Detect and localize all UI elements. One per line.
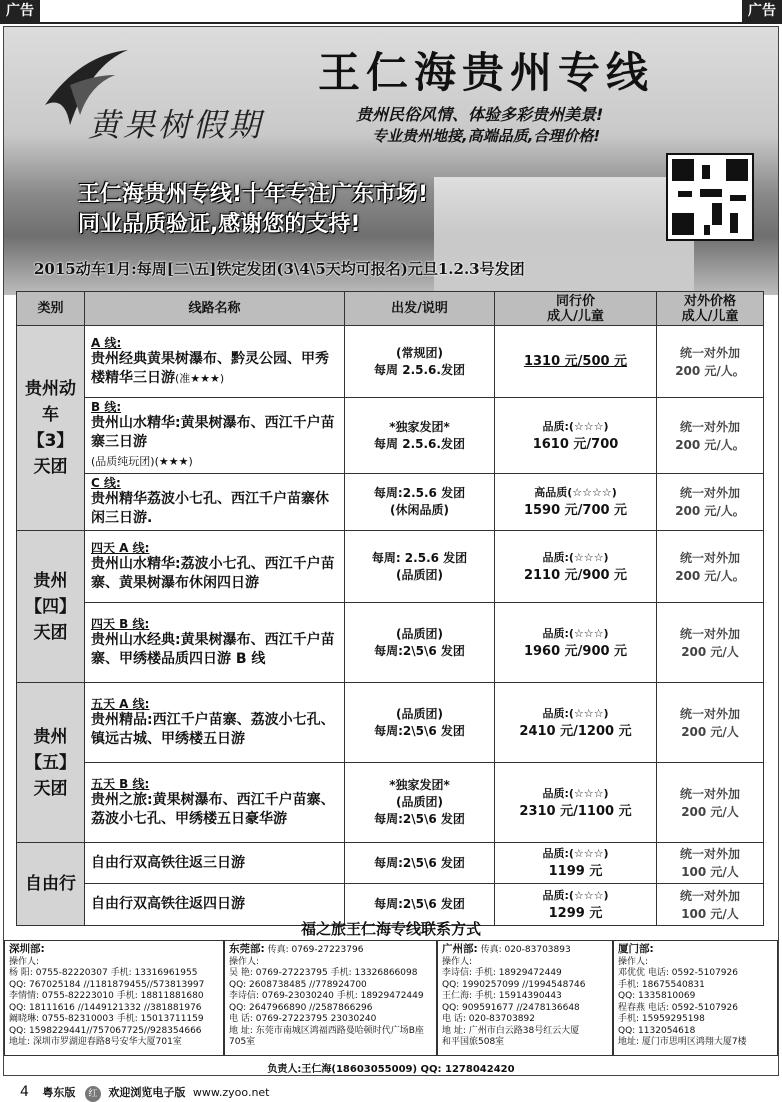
contact-line: QQ: 909591677 //2478136648 — [442, 1002, 580, 1013]
qr-code-icon[interactable] — [666, 153, 754, 241]
departure-line: 每周:2\5\6 发团 — [345, 884, 495, 926]
public-price: 200 元/人。 — [675, 437, 745, 452]
table-row — [17, 531, 764, 603]
public-price-label: 统一对外加 — [679, 345, 740, 360]
contact-line: QQ: 2647966890 //2587866296 — [229, 1002, 373, 1013]
route-name: 贵州精华荔波小七孔、西江千户苗寨休闲三日游. — [91, 491, 329, 526]
contact-line: QQ: 1990257099 //1994548746 — [442, 979, 586, 990]
public-price: 200 元/人 — [681, 644, 739, 659]
peer-price: 1310 元/500 元 — [523, 353, 628, 369]
header-peer-price: 同行价 成人/儿童 — [495, 292, 657, 326]
contact-line: QQ: 1598229441//757067725//928354666 — [9, 1025, 202, 1036]
contact-line: 李诗信: 手机: 18929472449 — [442, 968, 562, 978]
departure-line: (品质团) — [396, 567, 443, 582]
contact-line: 李诗信: 0769-23030240 手机: 18929472449 — [229, 991, 424, 1001]
page-number: 4 — [20, 1084, 29, 1100]
departure-line: 每周:2\5\6 发团 — [374, 723, 465, 738]
peer-price: 2110 元/900 元 — [523, 567, 628, 583]
public-price: 200 元/人 — [681, 804, 739, 819]
departure-line: 每周:2\5\6 发团 — [374, 812, 465, 826]
departure-line: 每周: 2.5.6 发团 — [371, 550, 468, 565]
public-price: 100 元/人 — [681, 865, 739, 879]
public-price: 200 元/人。 — [675, 363, 745, 378]
ad-tag-left: 广告 — [0, 0, 40, 22]
quality-rating: 品质:(☆☆☆) — [542, 786, 609, 800]
website-link[interactable]: www.zyoo.net — [192, 1086, 270, 1099]
route-name: 贵州山水精华:黄果树瀑布、西江千户苗寨三日游 — [91, 415, 335, 450]
subtitle-2: 专业贵州地接,高端品质,合理价格! — [372, 127, 601, 145]
contact-xiamen — [613, 940, 778, 1056]
contact-guangzhou — [437, 940, 613, 1056]
route-name: 贵州精品:西江千户苗寨、荔波小七孔、镇远古城、甲绣楼五日游 — [91, 711, 335, 747]
header-departure: 出发/说明 — [345, 292, 495, 326]
route-name: 贵州山水精华:荔波小七孔、西江千户苗寨、黄果树瀑布休闲四日游 — [91, 555, 335, 591]
table-row — [17, 603, 764, 683]
peer-price: 1590 元/700 元 — [523, 503, 628, 518]
contact-line: 操作人: — [229, 956, 260, 967]
page-footer — [20, 1084, 270, 1102]
slogan-1: 王仁海贵州专线!十年专注广东市场! — [78, 182, 429, 207]
category-3day: 贵州动车【3】天团 — [17, 326, 85, 531]
fax: 传真: 020-83703893 — [480, 945, 571, 955]
route-code: 五天 B 线: — [91, 776, 150, 791]
public-price-label: 统一对外加 — [679, 888, 740, 903]
departure-line: (品质团) — [396, 626, 443, 641]
price-table — [16, 291, 764, 926]
route-code: C 线: — [91, 476, 121, 490]
main-title: 王仁海贵州专线 — [318, 48, 655, 97]
public-price: 200 元/人。 — [675, 504, 745, 518]
contact-line: QQ: 767025184 //1181879455//573813997 — [9, 979, 205, 990]
contact-line: 王仁海: 手机: 15914390443 — [442, 991, 562, 1001]
office-name: 厦门部: — [618, 943, 654, 955]
departure-line: *独家发团* — [389, 778, 450, 792]
departure-line: 每周 2.5.6.发团 — [374, 362, 465, 377]
departure-line: 每周:2\5\6 发团 — [374, 643, 465, 658]
contact-line: 地址: 厦门市思明区鸿翔大厦7楼 — [618, 1037, 747, 1047]
departure-line: 每周 2.5.6.发团 — [374, 436, 465, 451]
contact-line: 李情情: 0755-82223010 手机: 18811881680 — [9, 991, 204, 1001]
quality-rating: 品质:(☆☆☆) — [542, 626, 609, 640]
edition-label: 粤东版 — [42, 1086, 76, 1099]
departure-line: (休闲品质) — [390, 503, 449, 517]
peer-price: 1610 元/700 — [532, 436, 619, 452]
responsible-person: 负责人:王仁海(18603055009) QQ: 1278042420 — [267, 1064, 515, 1075]
contact-line: 阚晓琳: 0755-82310003 手机: 15013711159 — [9, 1014, 204, 1024]
table-row — [17, 843, 764, 884]
public-price: 200 元/人。 — [675, 568, 745, 583]
route-name: 自由行双高铁往返四日游 — [85, 884, 345, 926]
contact-dongguan — [224, 940, 437, 1056]
route-code: B 线: — [91, 400, 122, 414]
route-note: (品质纯玩团)(★★★) — [91, 455, 193, 468]
contact-line: 吴 艳: 0769-27223795 手机: 13326866098 — [229, 968, 418, 978]
contact-line: QQ: 1132054618 — [618, 1025, 696, 1036]
contact-line: 和平国旅508室 — [442, 1037, 505, 1047]
contact-line: 手机: 18675540831 — [618, 979, 705, 990]
quality-rating: 品质:(☆☆☆) — [542, 888, 609, 902]
footer-text: 欢迎浏览电子版 — [108, 1086, 186, 1099]
public-price-label: 统一对外加 — [679, 847, 740, 861]
office-name: 东莞部: — [229, 943, 265, 955]
public-price-label: 统一对外加 — [679, 486, 740, 500]
header-rule — [0, 22, 782, 24]
route-name: 自由行双高铁往返三日游 — [85, 843, 345, 884]
departure-line: *独家发团* — [389, 419, 450, 434]
contact-line: 操作人: — [9, 956, 40, 967]
route-note: (准★★★) — [175, 371, 225, 385]
header-public-price: 对外价格 成人/儿童 — [657, 292, 764, 326]
route-code: 四天 B 线: — [91, 616, 150, 631]
contact-line: 地 址: 东莞市南城区鸿福西路曼哈顿时代广场B座705室 — [229, 1025, 424, 1047]
route-name: 贵州之旅:黄果树瀑布、西江千户苗寨、荔波小七孔、甲绣楼五日豪华游 — [91, 791, 335, 827]
table-row — [17, 683, 764, 763]
table-row — [17, 763, 764, 843]
route-code: 四天 A 线: — [91, 540, 150, 555]
contact-line: QQ: 1335810069 — [618, 991, 696, 1001]
category-5day: 贵州【五】天团 — [17, 683, 85, 843]
contact-shenzhen — [4, 940, 224, 1056]
contact-line: QQ: 2608738485 //778924700 — [229, 979, 367, 990]
public-price-label: 统一对外加 — [679, 419, 740, 434]
ad-tag-right: 广告 — [742, 0, 782, 22]
brand-icon: 红 — [85, 1086, 101, 1102]
header-category: 类别 — [17, 292, 85, 326]
public-price-label: 统一对外加 — [679, 786, 740, 801]
contact-line: 邓优优 电话: 0592-5107926 — [618, 968, 738, 978]
departure-line: 每周:2.5.6 发团 — [373, 486, 466, 500]
public-price-label: 统一对外加 — [679, 626, 740, 641]
contact-title: 福之旅王仁海专线联系方式 — [300, 920, 481, 938]
quality-rating: 高品质(☆☆☆☆) — [534, 486, 617, 499]
subtitle-1: 贵州民俗风情、体验多彩贵州美景! — [356, 105, 604, 124]
contact-line: 程春燕 电话: 0592-5107926 — [618, 1002, 738, 1013]
contact-line: 手机: 15959295198 — [618, 1014, 705, 1024]
office-name: 深圳部: — [9, 943, 45, 955]
public-price-label: 统一对外加 — [679, 706, 740, 721]
fax: 传真: 0769-27223796 — [267, 945, 364, 955]
quality-rating: 品质:(☆☆☆) — [542, 419, 609, 433]
category-4day: 贵州【四】天团 — [17, 531, 85, 683]
peer-price: 1299 元 — [548, 905, 603, 921]
public-price: 200 元/人 — [681, 724, 739, 739]
slogan-2: 同业品质验证,感谢您的支持! — [78, 212, 361, 237]
route-name: 贵州山水经典:黄果树瀑布、西江千户苗寨、甲绣楼品质四日游 B 线 — [91, 631, 335, 667]
contact-line: QQ: 18111616 //1449121332 //381881976 — [9, 1002, 202, 1013]
table-row — [17, 474, 764, 531]
route-code: A 线: — [91, 335, 122, 350]
route-name: 贵州经典黄果树瀑布、黔灵公园、甲秀楼精华三日游 — [91, 350, 329, 386]
contact-line: 地址: 深圳市罗湖迎春路8号安华大厦701室 — [9, 1037, 182, 1047]
departure-line: (品质团) — [396, 795, 443, 809]
peer-price: 1960 元/900 元 — [523, 643, 628, 659]
route-code: 五天 A 线: — [91, 696, 150, 711]
public-price: 100 元/人 — [681, 906, 739, 921]
peer-price: 1199 元 — [548, 864, 603, 879]
departure-notice: 2015动车1月:每周[二\五]铁定发团(3\4\5天均可报名)元旦1.2.3号发团 — [34, 260, 525, 278]
table-row — [17, 398, 764, 474]
departure-line: 每周:2\5\6 发团 — [345, 843, 495, 884]
contact-line: 操作人: — [442, 956, 473, 967]
header-route: 线路名称 — [85, 292, 345, 326]
contact-line: 电 话: 0769-27223795 23030240 — [229, 1014, 377, 1024]
public-price-label: 统一对外加 — [679, 550, 740, 565]
departure-line: (常规团) — [396, 345, 443, 360]
peer-price: 2410 元/1200 元 — [519, 723, 632, 739]
table-row — [17, 326, 764, 398]
contact-line: 操作人: — [618, 956, 649, 967]
contact-line: 杨 阳: 0755-82220307 手机: 13316961955 — [9, 968, 198, 978]
contact-line: 电 话: 020-83703892 — [442, 1014, 535, 1024]
category-free-travel: 自由行 — [17, 843, 85, 926]
quality-rating: 品质:(☆☆☆) — [542, 847, 609, 860]
quality-rating: 品质:(☆☆☆) — [542, 706, 609, 720]
quality-rating: 品质:(☆☆☆) — [542, 550, 609, 564]
departure-line: (品质团) — [396, 706, 443, 721]
office-name: 广州部: — [442, 943, 478, 955]
contact-line: 地 址: 广州市白云路38号红云大厦 — [442, 1025, 580, 1036]
logo-text: 黄果树假期 — [88, 106, 264, 144]
peer-price: 2310 元/1100 元 — [519, 803, 632, 819]
